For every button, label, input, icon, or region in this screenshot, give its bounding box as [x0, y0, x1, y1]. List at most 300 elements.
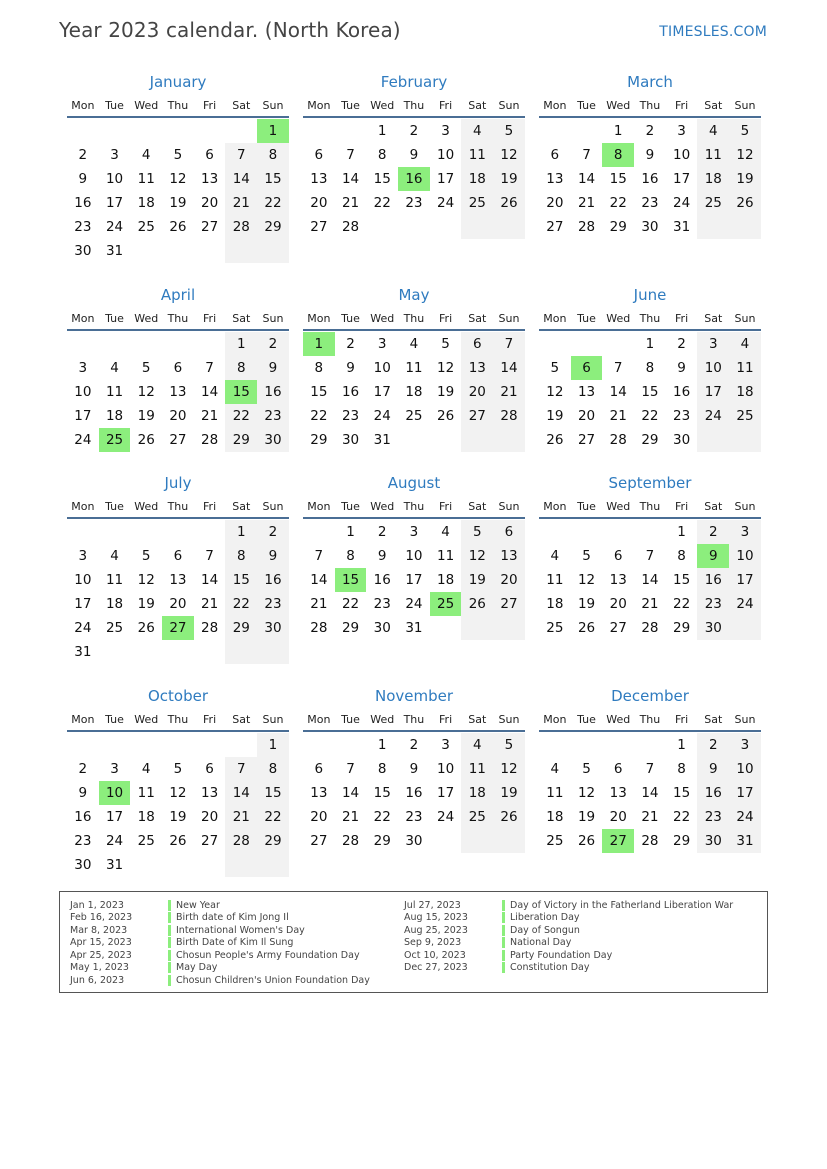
weekday-label: Fri	[203, 98, 217, 112]
day-cell: 3	[441, 123, 450, 139]
day-cell: 29	[225, 616, 257, 640]
day-cell: 5	[493, 733, 525, 757]
day-cell: 12	[493, 143, 525, 167]
day-cell: 15	[673, 785, 691, 801]
weekday-label: Mon	[307, 98, 331, 112]
day-cell: 5	[141, 548, 151, 564]
empty-cell	[257, 853, 289, 877]
empty-cell	[194, 640, 226, 664]
weekday-label: Mon	[543, 499, 567, 513]
day-cell: 13	[169, 384, 187, 400]
weekday-label: Thu	[403, 499, 425, 513]
day-cell: 29	[609, 219, 627, 235]
weekday-label: Mon	[71, 311, 95, 325]
day-cell: 24	[437, 195, 455, 211]
day-cell: 30	[341, 432, 360, 448]
day-cell: 5	[461, 520, 493, 544]
month-february	[303, 70, 525, 283]
day-cell: 29	[673, 620, 691, 636]
weekday-label: Fri	[203, 311, 217, 325]
day-cell: 26	[137, 432, 155, 448]
day-cell: 22	[673, 596, 691, 612]
day-cell: 24	[729, 592, 761, 616]
legend-item	[404, 937, 733, 950]
day-cell: 5	[550, 360, 560, 376]
day-cell: 27	[461, 404, 493, 428]
day-cell: 11	[461, 143, 493, 167]
legend-date: Jun 6, 2023	[70, 974, 125, 986]
day-cell: 30	[257, 616, 289, 640]
day-cell: 11	[137, 171, 155, 187]
month-july	[67, 471, 289, 684]
day-cell: 20	[310, 809, 328, 825]
weekday-label: Wed	[370, 712, 395, 726]
empty-cell	[194, 520, 226, 544]
day-cell: 10	[673, 147, 691, 163]
empty-cell	[602, 520, 634, 544]
weekday-label: Thu	[167, 311, 189, 325]
day-cell: 17	[729, 781, 761, 805]
day-cell: 10	[405, 548, 423, 564]
day-cell: 12	[546, 384, 564, 400]
empty-cell	[539, 733, 571, 757]
empty-cell	[162, 640, 194, 664]
day-cell: 15	[225, 568, 257, 592]
empty-cell	[539, 332, 571, 356]
empty-cell	[130, 733, 162, 757]
day-cell: 21	[641, 596, 659, 612]
legend-item	[70, 912, 370, 925]
day-cell: 29	[257, 829, 289, 853]
day-cell: 16	[641, 171, 659, 187]
day-cell: 24	[105, 833, 124, 849]
day-cell: 7	[493, 332, 525, 356]
empty-cell	[493, 829, 525, 853]
empty-cell	[194, 853, 226, 877]
empty-cell	[729, 616, 761, 640]
empty-cell	[335, 119, 367, 143]
day-cell: 17	[437, 171, 455, 187]
day-grid	[539, 733, 761, 853]
legend-date: Jul 27, 2023	[404, 899, 461, 911]
day-cell: 4	[441, 524, 450, 540]
day-cell: 9	[697, 757, 729, 781]
day-cell: 16	[257, 380, 289, 404]
day-cell: 26	[437, 408, 455, 424]
day-cell: 7	[225, 757, 257, 781]
day-cell: 18	[546, 596, 564, 612]
day-cell: 8	[225, 356, 257, 380]
weekday-label: Sat	[232, 499, 251, 513]
day-cell: 30	[74, 243, 92, 259]
day-cell: 10	[74, 384, 92, 400]
day-cell: 6	[205, 761, 214, 777]
holiday-color-mark	[502, 925, 505, 936]
legend-item	[404, 924, 733, 937]
holiday-color-mark	[168, 912, 171, 923]
day-cell: 20	[201, 809, 219, 825]
day-cell: 6	[571, 356, 603, 380]
month-april	[67, 283, 289, 471]
day-cell: 23	[673, 408, 691, 424]
legend-holiday-name: Birth date of Kim Jong Il	[176, 912, 289, 924]
day-cell: 19	[546, 408, 564, 424]
day-cell: 25	[105, 620, 124, 636]
day-cell: 10	[74, 572, 92, 588]
day-cell: 18	[546, 809, 564, 825]
day-cell: 9	[697, 544, 729, 568]
weekday-label: Sat	[232, 98, 251, 112]
day-cell: 13	[169, 572, 187, 588]
day-cell: 2	[78, 147, 88, 163]
weekday-label: Thu	[403, 98, 425, 112]
day-cell: 12	[577, 785, 596, 801]
day-cell: 18	[105, 596, 124, 612]
day-cell: 14	[641, 785, 659, 801]
weekday-label: Sat	[468, 499, 487, 513]
day-cell: 27	[162, 616, 194, 640]
day-cell: 27	[602, 829, 634, 853]
day-cell: 6	[205, 147, 214, 163]
day-cell: 28	[225, 829, 257, 853]
day-cell: 2	[257, 332, 289, 356]
day-cell: 9	[377, 548, 387, 564]
month-name: January	[149, 73, 207, 91]
day-cell: 31	[74, 644, 92, 660]
day-cell: 17	[105, 809, 124, 825]
weekday-label: Sat	[468, 98, 487, 112]
empty-cell	[99, 332, 131, 356]
day-cell: 24	[373, 408, 391, 424]
weekday-label: Sun	[262, 712, 284, 726]
holiday-color-mark	[168, 950, 171, 961]
day-cell: 11	[697, 143, 729, 167]
day-cell: 26	[169, 219, 187, 235]
weekday-label: Sun	[498, 98, 520, 112]
day-cell: 22	[373, 809, 391, 825]
empty-cell	[130, 239, 162, 263]
day-cell: 28	[341, 833, 360, 849]
empty-cell	[697, 428, 729, 452]
day-cell: 23	[74, 833, 92, 849]
day-cell: 2	[78, 761, 88, 777]
day-cell: 9	[409, 761, 419, 777]
day-cell: 8	[257, 757, 289, 781]
day-cell: 30	[673, 432, 691, 448]
empty-cell	[602, 733, 634, 757]
weekday-label: Tue	[105, 499, 124, 513]
empty-cell	[430, 616, 462, 640]
day-cell: 6	[613, 548, 623, 564]
day-cell: 9	[257, 356, 289, 380]
day-cell: 12	[169, 171, 187, 187]
empty-cell	[303, 733, 335, 757]
day-cell: 27	[577, 432, 596, 448]
month-may	[303, 283, 525, 471]
day-cell: 12	[437, 360, 455, 376]
legend-holiday-name: International Women's Day	[176, 924, 305, 936]
holiday-color-mark	[502, 962, 505, 973]
day-cell: 15	[310, 384, 328, 400]
weekday-label: Sun	[734, 712, 756, 726]
day-cell: 30	[373, 620, 391, 636]
day-cell: 12	[137, 384, 155, 400]
day-cell: 19	[169, 195, 187, 211]
day-cell: 15	[257, 781, 289, 805]
weekday-header	[303, 709, 525, 732]
day-cell: 7	[645, 761, 655, 777]
day-cell: 2	[377, 524, 387, 540]
day-cell: 25	[729, 404, 761, 428]
weekday-label: Sun	[262, 98, 284, 112]
day-cell: 27	[201, 833, 219, 849]
empty-cell	[99, 733, 131, 757]
weekday-label: Wed	[370, 311, 395, 325]
day-grid	[67, 119, 289, 263]
weekday-label: Fri	[675, 98, 689, 112]
empty-cell	[225, 119, 257, 143]
weekday-label: Sun	[734, 98, 756, 112]
legend-column-right	[404, 899, 733, 974]
weekday-label: Sun	[734, 499, 756, 513]
day-cell: 28	[493, 404, 525, 428]
legend-item	[70, 924, 370, 937]
day-cell: 1	[303, 332, 335, 356]
weekday-label: Thu	[403, 311, 425, 325]
day-cell: 17	[405, 572, 423, 588]
day-cell: 24	[405, 596, 423, 612]
day-cell: 11	[546, 572, 564, 588]
day-cell: 19	[137, 408, 155, 424]
weekday-label: Tue	[577, 311, 596, 325]
months-grid	[67, 70, 767, 884]
weekday-label: Mon	[71, 499, 95, 513]
day-cell: 6	[173, 548, 183, 564]
day-cell: 23	[641, 195, 659, 211]
day-cell: 18	[105, 408, 124, 424]
holiday-color-mark	[168, 925, 171, 936]
day-cell: 25	[461, 805, 493, 829]
legend-item	[404, 912, 733, 925]
month-december	[539, 684, 761, 884]
month-name: April	[160, 286, 196, 304]
day-cell: 29	[641, 432, 659, 448]
day-cell: 17	[74, 596, 92, 612]
weekday-label: Thu	[167, 499, 189, 513]
day-cell: 5	[441, 336, 450, 352]
empty-cell	[194, 119, 226, 143]
day-cell: 7	[314, 548, 324, 564]
day-cell: 9	[346, 360, 355, 376]
day-cell: 1	[377, 123, 387, 139]
legend-holiday-name: Day of Victory in the Fatherland Liberation War	[510, 899, 734, 911]
day-cell: 6	[314, 761, 324, 777]
weekday-label: Wed	[134, 499, 159, 513]
day-cell: 7	[645, 548, 655, 564]
day-cell: 25	[137, 219, 155, 235]
day-cell: 2	[257, 520, 289, 544]
day-cell: 8	[346, 548, 355, 564]
day-cell: 23	[341, 408, 360, 424]
weekday-label: Tue	[577, 712, 596, 726]
day-cell: 31	[373, 432, 391, 448]
day-cell: 28	[641, 620, 659, 636]
site-link[interactable]: TIMESLES.COM	[659, 24, 767, 40]
weekday-label: Wed	[606, 311, 631, 325]
day-cell: 8	[677, 761, 686, 777]
weekday-label: Tue	[105, 712, 124, 726]
holiday-color-mark	[168, 975, 171, 986]
day-cell: 27	[169, 432, 187, 448]
day-cell: 31	[405, 620, 423, 636]
day-cell: 7	[346, 761, 355, 777]
day-cell: 23	[74, 219, 92, 235]
day-cell: 26	[137, 620, 155, 636]
day-cell: 4	[409, 336, 419, 352]
day-cell: 16	[697, 781, 729, 805]
weekday-label: Wed	[606, 98, 631, 112]
empty-cell	[634, 733, 666, 757]
day-cell: 29	[257, 215, 289, 239]
day-cell: 5	[582, 548, 591, 564]
weekday-label: Sun	[498, 311, 520, 325]
legend-date: Aug 15, 2023	[404, 912, 468, 924]
day-cell: 24	[74, 620, 92, 636]
weekday-label: Thu	[639, 712, 661, 726]
weekday-label: Sat	[468, 311, 487, 325]
legend-holiday-name: Party Foundation Day	[510, 949, 613, 961]
day-cell: 22	[373, 195, 391, 211]
weekday-label: Sun	[734, 311, 756, 325]
legend-date: Aug 25, 2023	[404, 924, 468, 936]
empty-cell	[430, 428, 462, 452]
weekday-label: Tue	[341, 712, 360, 726]
day-cell: 3	[110, 147, 119, 163]
day-cell: 19	[461, 568, 493, 592]
day-cell: 19	[729, 167, 761, 191]
weekday-label: Thu	[167, 98, 189, 112]
day-cell: 8	[377, 147, 387, 163]
empty-cell	[398, 215, 430, 239]
day-cell: 26	[461, 592, 493, 616]
weekday-label: Tue	[577, 499, 596, 513]
weekday-label: Wed	[134, 98, 159, 112]
day-cell: 21	[341, 195, 360, 211]
empty-cell	[493, 616, 525, 640]
day-cell: 14	[225, 781, 257, 805]
empty-cell	[99, 119, 131, 143]
day-cell: 1	[225, 520, 257, 544]
legend-date: Dec 27, 2023	[404, 962, 468, 974]
day-cell: 29	[341, 620, 360, 636]
empty-cell	[162, 239, 194, 263]
day-cell: 28	[201, 432, 219, 448]
weekday-label: Mon	[307, 311, 331, 325]
empty-cell	[571, 733, 603, 757]
day-cell: 10	[437, 761, 455, 777]
day-cell: 15	[335, 568, 367, 592]
day-cell: 14	[225, 167, 257, 191]
day-cell: 1	[225, 332, 257, 356]
day-cell: 20	[169, 596, 187, 612]
weekday-label: Thu	[403, 712, 425, 726]
weekday-label: Mon	[543, 712, 567, 726]
day-cell: 16	[697, 568, 729, 592]
month-name: May	[398, 286, 430, 304]
day-cell: 1	[613, 123, 623, 139]
day-cell: 25	[430, 592, 462, 616]
holiday-color-mark	[502, 900, 505, 911]
day-cell: 5	[493, 119, 525, 143]
holiday-color-mark	[502, 912, 505, 923]
day-cell: 10	[437, 147, 455, 163]
weekday-label: Sun	[498, 499, 520, 513]
day-grid	[303, 733, 525, 853]
weekday-label: Fri	[439, 499, 453, 513]
empty-cell	[366, 215, 398, 239]
day-cell: 15	[609, 171, 627, 187]
day-cell: 23	[373, 596, 391, 612]
day-cell: 16	[257, 568, 289, 592]
day-cell: 8	[225, 544, 257, 568]
legend-holiday-name: May Day	[176, 962, 218, 974]
weekday-label: Fri	[439, 311, 453, 325]
day-cell: 27	[546, 219, 564, 235]
day-cell: 24	[105, 219, 124, 235]
day-cell: 11	[137, 785, 155, 801]
day-cell: 10	[729, 757, 761, 781]
weekday-label: Sat	[704, 98, 723, 112]
day-cell: 25	[405, 408, 423, 424]
day-cell: 21	[641, 809, 659, 825]
day-cell: 11	[105, 384, 124, 400]
weekday-label: Tue	[341, 311, 360, 325]
month-march	[539, 70, 761, 283]
day-cell: 7	[346, 147, 355, 163]
day-cell: 4	[461, 733, 493, 757]
weekday-label: Mon	[543, 98, 567, 112]
day-cell: 3	[441, 737, 450, 753]
day-cell: 7	[582, 147, 591, 163]
day-cell: 24	[437, 809, 455, 825]
day-cell: 27	[310, 219, 328, 235]
empty-cell	[461, 616, 493, 640]
empty-cell	[67, 733, 99, 757]
day-cell: 26	[729, 191, 761, 215]
weekday-label: Thu	[639, 311, 661, 325]
empty-cell	[67, 332, 99, 356]
empty-cell	[493, 428, 525, 452]
day-cell: 4	[461, 119, 493, 143]
day-cell: 18	[137, 195, 155, 211]
weekday-label: Wed	[606, 499, 631, 513]
day-cell: 4	[550, 548, 560, 564]
day-cell: 4	[141, 147, 151, 163]
legend-holiday-name: Birth Date of Kim Il Sung	[176, 937, 294, 949]
empty-cell	[335, 733, 367, 757]
day-cell: 6	[613, 761, 623, 777]
day-cell: 17	[74, 408, 92, 424]
day-cell: 25	[99, 428, 131, 452]
day-cell: 21	[225, 805, 257, 829]
day-cell: 30	[257, 428, 289, 452]
month-name: March	[627, 73, 673, 91]
day-cell: 22	[257, 805, 289, 829]
empty-cell	[130, 520, 162, 544]
day-cell: 2	[697, 520, 729, 544]
day-cell: 18	[137, 809, 155, 825]
day-cell: 4	[729, 332, 761, 356]
